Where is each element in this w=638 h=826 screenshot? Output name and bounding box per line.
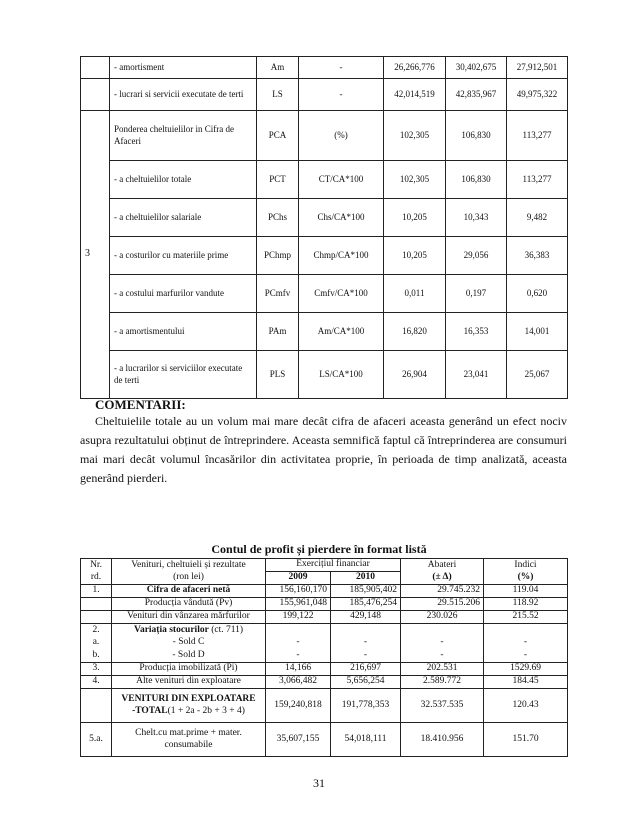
row-nr: 5.a. [81, 723, 112, 757]
row-name: - a cheltuielilor salariale [110, 199, 257, 237]
row-code: PLS [257, 351, 299, 399]
table-row [81, 237, 568, 275]
row-formula: CT/CA*100 [299, 161, 384, 199]
row-nr: 1. [81, 585, 112, 598]
row-formula: LS/CA*100 [299, 351, 384, 399]
row-value-3: 9,482 [507, 199, 568, 237]
row-value-2: 23,041 [446, 351, 507, 399]
row-description: Producția imobilizată (Pi) [112, 663, 266, 676]
table-row [81, 650, 568, 663]
row-name: - a amortismentului [110, 313, 257, 351]
value-2009: 155,961,048 [266, 598, 331, 611]
value-2009: - [266, 650, 331, 663]
row-formula: Cmfv/CA*100 [299, 275, 384, 313]
row-name: - a lucrarilor si serviciilor executate de terti [110, 351, 257, 399]
table-row [81, 676, 568, 689]
value-abateri: 29.515.206 [401, 598, 484, 611]
row-value-2: 0,197 [446, 275, 507, 313]
row-value-3: 113,277 [507, 161, 568, 199]
value-2010 [331, 624, 401, 637]
row-formula: Chmp/CA*100 [299, 237, 384, 275]
row-nr: a. [81, 637, 112, 650]
row-nr [81, 598, 112, 611]
value-2009: 159,240,818 [266, 689, 331, 723]
row-value-2: 29,056 [446, 237, 507, 275]
row-value-3: 27,912,501 [507, 57, 568, 79]
row-name: Ponderea cheltuielilor in Cifra de Afaceri [110, 111, 257, 161]
row-code: PChmp [257, 237, 299, 275]
total-formula-text: (1 + 2a - 2b + 3 + 4) [167, 705, 245, 716]
profit-loss-table [80, 558, 568, 757]
row-description-line2: consumabile [164, 739, 213, 750]
row-description: Alte venituri din exploatare [112, 676, 266, 689]
header-year-2009: 2009 [266, 572, 331, 585]
header-indici-unit: (%) [484, 572, 568, 585]
value-indici: 118.92 [484, 598, 568, 611]
row-description: Producția vândută (Pv) [112, 598, 266, 611]
total-formula [115, 706, 262, 717]
table-row [81, 79, 568, 111]
value-2009: 35,607,155 [266, 723, 331, 757]
row-value-2: 42,835,967 [446, 79, 507, 111]
row-value-1: 26,904 [384, 351, 446, 399]
row-formula: Chs/CA*100 [299, 199, 384, 237]
value-indici: 215.52 [484, 611, 568, 624]
value-2010: 429,148 [331, 611, 401, 624]
value-2010: - [331, 650, 401, 663]
header-nr: Nr. [81, 559, 112, 572]
value-abateri: 18.410.956 [401, 723, 484, 757]
row-value-2: 106,830 [446, 161, 507, 199]
row-value-2: 30,402,675 [446, 57, 507, 79]
row-formula: - [299, 79, 384, 111]
row-value-1: 16,820 [384, 313, 446, 351]
row-value-1: 26,266,776 [384, 57, 446, 79]
row-value-3: 0,620 [507, 275, 568, 313]
row-name: - a costurilor cu materiile prime [110, 237, 257, 275]
row-name: - amortisment [110, 57, 257, 79]
row-code: PAm [257, 313, 299, 351]
header-abateri-symbol: (± Δ) [401, 572, 484, 585]
value-abateri: 2.589.772 [401, 676, 484, 689]
value-indici: - [484, 650, 568, 663]
row-description [112, 689, 266, 723]
row-description: - Sold D [112, 650, 266, 663]
row-nr: 2. [81, 624, 112, 637]
row-value-2: 10,343 [446, 199, 507, 237]
value-2010: 191,778,353 [331, 689, 401, 723]
table-row [81, 161, 568, 199]
value-abateri [401, 624, 484, 637]
row-nr: 3. [81, 663, 112, 676]
table-row [81, 275, 568, 313]
row-description: Venituri din vânzarea mărfurilor [112, 611, 266, 624]
header-indici: Indici [484, 559, 568, 572]
header-row [81, 572, 568, 585]
row-description-line1: Chelt.cu mat.prime + mater. [135, 728, 242, 739]
row-code: LS [257, 79, 299, 111]
row-nr: b. [81, 650, 112, 663]
page-number: 31 [313, 776, 325, 790]
row-value-1: 42,014,519 [384, 79, 446, 111]
table-row [81, 313, 568, 351]
total-label-2: -TOTAL [132, 705, 168, 716]
value-indici: 119.04 [484, 585, 568, 598]
table-row [81, 351, 568, 399]
value-abateri: 29.745.232 [401, 585, 484, 598]
row-nr: 4. [81, 676, 112, 689]
value-2009: 199,122 [266, 611, 331, 624]
row-value-1: 10,205 [384, 237, 446, 275]
row-code: PCA [257, 111, 299, 161]
row-description: - Sold C [112, 637, 266, 650]
table-row [81, 199, 568, 237]
section-index: 3 [81, 111, 110, 399]
row-name: - a costului marfurilor vandute [110, 275, 257, 313]
value-abateri: - [401, 650, 484, 663]
value-2010: - [331, 637, 401, 650]
value-indici: 120.43 [484, 689, 568, 723]
value-2010: 216,697 [331, 663, 401, 676]
table-cell [81, 57, 110, 79]
value-2010: 185,905,402 [331, 585, 401, 598]
table-row [81, 624, 568, 637]
value-abateri: 32.537.535 [401, 689, 484, 723]
row-code: PChs [257, 199, 299, 237]
row-value-3: 113,277 [507, 111, 568, 161]
value-2009 [266, 624, 331, 637]
value-2010: 5,656,254 [331, 676, 401, 689]
table-row [81, 111, 568, 161]
table-row-total [81, 689, 568, 723]
value-indici: 151.70 [484, 723, 568, 757]
row-value-3: 14,001 [507, 313, 568, 351]
table-row [81, 663, 568, 676]
header-exercise: Exercițiul financiar [266, 559, 401, 572]
value-2010: 185,476,254 [331, 598, 401, 611]
commentary-heading: COMENTARII: [95, 397, 186, 412]
total-label: VENITURI DIN EXPLOATARE [121, 694, 256, 705]
value-indici: 184.45 [484, 676, 568, 689]
header-description: Venituri, cheltuieli și rezultate [112, 559, 266, 572]
table-row [81, 723, 568, 757]
row-value-1: 10,205 [384, 199, 446, 237]
row-description [112, 624, 266, 637]
value-2010: 54,018,111 [331, 723, 401, 757]
table-row [81, 57, 568, 79]
table-row [81, 598, 568, 611]
table-cell [81, 79, 110, 111]
table-row [81, 611, 568, 624]
value-2009: 156,160,170 [266, 585, 331, 598]
header-year-2010: 2010 [331, 572, 401, 585]
row-value-1: 102,305 [384, 111, 446, 161]
row-nr [81, 611, 112, 624]
header-rd: rd. [81, 572, 112, 585]
commentary-text: Cheltuielile totale au un volum mai mare decât cifra de afaceri aceasta generând un efect nociv asupra rezultatului obținut de întreprindere. Aceasta semnifică faptul că întreprinderea are consumuri mai mari decât volumul încasărilor din activitatea proprie, în perioada de timp analizată, aceasta generând pierderi. [80, 414, 567, 485]
row-value-1: 0,011 [384, 275, 446, 313]
row-code: PCT [257, 161, 299, 199]
header-abateri: Abateri [401, 559, 484, 572]
value-indici: - [484, 637, 568, 650]
table-row [81, 637, 568, 650]
header-row [81, 559, 568, 572]
row-formula: - [299, 57, 384, 79]
table-row [81, 585, 568, 598]
value-2009: 3,066,482 [266, 676, 331, 689]
header-unit: (ron lei) [112, 572, 266, 585]
row-nr [81, 689, 112, 723]
row-description-suffix: (ct. 711) [208, 624, 244, 635]
profit-loss-title: Contul de profit și pierdere în format listă [211, 542, 427, 556]
row-code: PCmfv [257, 275, 299, 313]
value-2009: 14,166 [266, 663, 331, 676]
value-abateri: 202.531 [401, 663, 484, 676]
row-value-3: 36,383 [507, 237, 568, 275]
row-name: - lucrari si servicii executate de terti [110, 79, 257, 111]
row-formula: Am/CA*100 [299, 313, 384, 351]
row-description [112, 723, 266, 757]
row-description: Cifra de afaceri netă [112, 585, 266, 598]
row-code: Am [257, 57, 299, 79]
value-indici: 1529.69 [484, 663, 568, 676]
row-value-2: 16,353 [446, 313, 507, 351]
row-name: - a cheltuielilor totale [110, 161, 257, 199]
value-indici [484, 624, 568, 637]
row-value-2: 106,830 [446, 111, 507, 161]
row-value-3: 25,067 [507, 351, 568, 399]
row-description-bold: Variația stocurilor [133, 624, 209, 635]
row-value-1: 102,305 [384, 161, 446, 199]
row-formula: (%) [299, 111, 384, 161]
value-2009: - [266, 637, 331, 650]
value-abateri: 230.026 [401, 611, 484, 624]
row-value-3: 49,975,322 [507, 79, 568, 111]
value-abateri: - [401, 637, 484, 650]
indicators-table [80, 56, 568, 399]
